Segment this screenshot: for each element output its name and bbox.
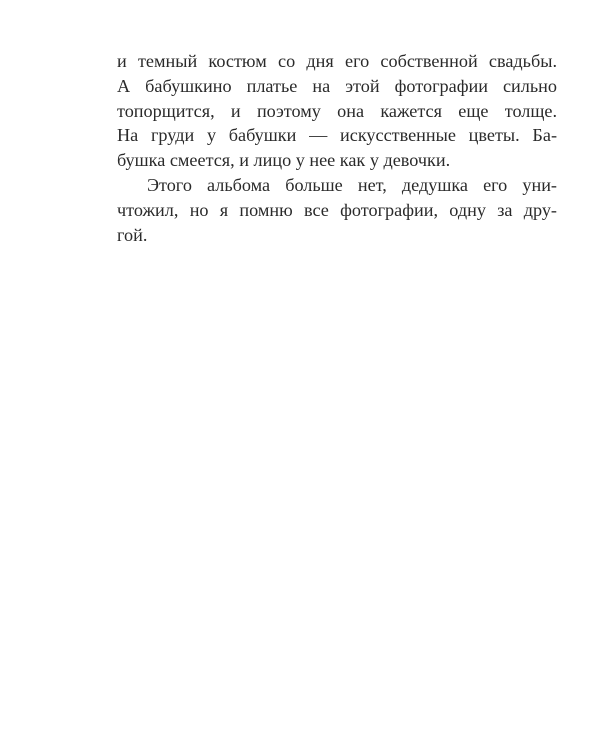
body-text	[117, 49, 557, 247]
text-line-7: чтожил, но я помню все фотографии, одну за дру-	[117, 199, 557, 220]
text-line-1: и темный костюм со дня его собственной свадьбы.	[117, 51, 557, 71]
text-line-5: бушка смеется, и лицо у нее как у девочки.	[117, 150, 451, 171]
text-line-3: топорщится, и поэтому она кажется еще толще.	[117, 100, 557, 121]
text-line-6: Этого альбома больше нет, дедушка его уни-	[147, 174, 557, 195]
text-line-4: На груди у бабушки — искусственные цветы. Ба-	[117, 125, 557, 146]
text-line-2: А бабушкино платье на этой фотографии сильно	[117, 75, 557, 96]
text-line-8: гой.	[117, 224, 148, 245]
